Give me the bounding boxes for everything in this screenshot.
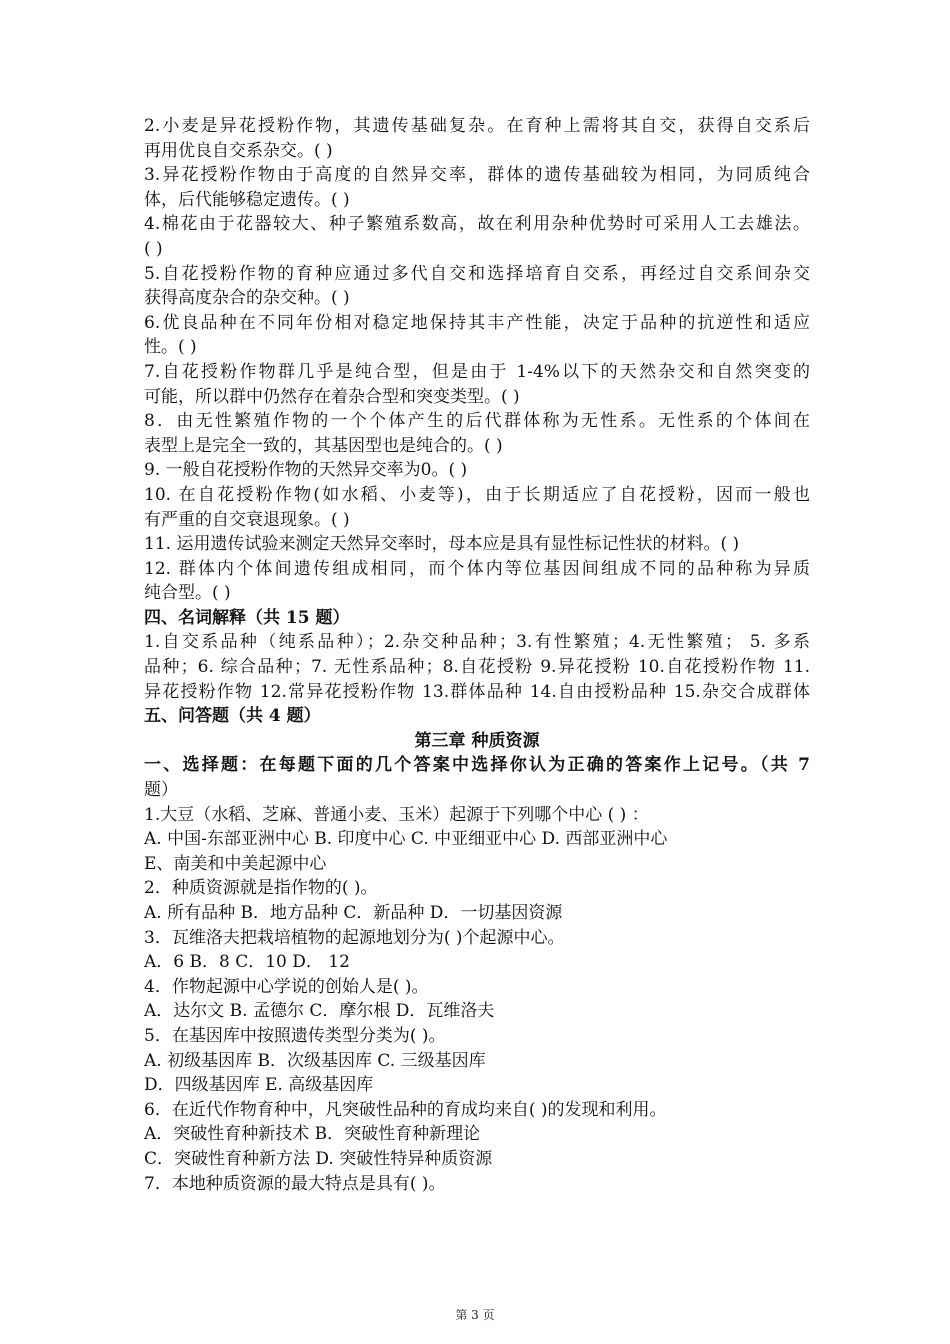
text-line: 1.大豆（水稻、芝麻、普通小麦、玉米）起源于下列哪个中心 ( ) ：	[144, 804, 649, 825]
text-line: 7.自花授粉作物群几乎是纯合型，但是由于 1-4%以下的天然杂交和自然突变的	[144, 361, 810, 382]
text-line: 性。( )	[144, 337, 197, 358]
text-line: 再用优良自交系杂交。( )	[144, 140, 333, 161]
text-line: 4.棉花由于花器较大、种子繁殖系数高，故在利用杂种优势时可采用人工去雄法。	[144, 214, 810, 235]
chapter-title: 第三章 种质资源	[414, 730, 540, 751]
text-line: 11. 运用遗传试验来测定天然异交率时，母本应是具有显性标记性状的材料。( )	[144, 534, 740, 555]
text-line: 5.自花授粉作物的育种应通过多代自交和选择培育自交系，再经过自交系间杂交	[144, 263, 810, 284]
text-line: 体，后代能够稳定遗传。( )	[144, 189, 350, 210]
text-line: 异花授粉作物 12.常异花授粉作物 13.群体品种 14.自由授粉品种 15.杂交合成群体	[144, 681, 810, 702]
text-line: A. 所有品种 B．地方品种 C．新品种 D．一切基因资源	[144, 903, 563, 923]
text-line: 表型上是完全一致的，其基因型也是纯合的。( )	[144, 435, 503, 456]
document-body	[144, 114, 810, 1196]
text-line: 有严重的自交衰退现象。( )	[144, 509, 350, 530]
section-heading: 四、名词解释（共 15 题）	[144, 607, 350, 628]
text-line: A．突破性育种新技术 B．突破性育种新理论	[144, 1124, 481, 1145]
text-line: 6．在近代作物育种中，凡突破性品种的育成均来自( )的发现和利用。	[144, 1099, 667, 1120]
text-line: A．6 B．8 C．10 D． 12	[144, 952, 350, 973]
text-line: 可能，所以群中仍然存在着杂合型和突变类型。( )	[144, 386, 520, 407]
text-line: C．突破性育种新方法 D. 突破性特异种质资源	[144, 1148, 493, 1169]
text-line: 品种；6. 综合品种；7. 无性系品种；8.自花授粉 9.异花授粉 10.自花授粉作物 11.	[144, 657, 810, 678]
text-line: 3．瓦维洛夫把栽培植物的起源地划分为( )个起源中心。	[144, 927, 565, 948]
text-line: 纯合型。( )	[144, 583, 231, 604]
section-heading: 五、问答题（共 4 题）	[144, 706, 321, 727]
text-line: D．四级基因库 E. 高级基因库	[144, 1075, 374, 1096]
text-line: 题）	[144, 780, 178, 801]
text-line: 8．由无性繁殖作物的一个个体产生的后代群体称为无性系。无性系的个体间在	[144, 411, 810, 432]
section-heading: 一、选择题：在每题下面的几个答案中选择你认为正确的答案作上记号。（共 7	[144, 755, 810, 776]
text-line: 10. 在自花授粉作物(如水稻、小麦等)，由于长期适应了自花授粉，因而一般也	[144, 484, 810, 505]
text-line: 6.优良品种在不同年份相对稳定地保持其丰产性能，决定于品种的抗逆性和适应	[144, 312, 810, 333]
text-line: 获得高度杂合的杂交种。( )	[144, 288, 350, 309]
text-line: A. 中国-东部亚洲中心 B. 印度中心 C. 中亚细亚中心 D. 西部亚洲中心	[144, 829, 668, 850]
text-line: A. 初级基因库 B．次级基因库 C. 三级基因库	[144, 1050, 486, 1071]
text-line: 5．在基因库中按照遗传类型分类为( )。	[144, 1025, 446, 1046]
text-line: 1.自交系品种（纯系品种）；2.杂交种品种；3.有性繁殖；4.无性繁殖； 5. 多系	[144, 632, 810, 653]
text-line: ( )	[144, 238, 163, 259]
text-line: E、南美和中美起源中心	[144, 853, 327, 874]
text-line: 4．作物起源中心学说的创始人是( )。	[144, 976, 429, 997]
text-line: A．达尔文 B. 孟德尔 C．摩尔根 D．瓦维洛夫	[144, 1001, 495, 1022]
text-line: 7．本地种质资源的最大特点是具有( )。	[144, 1173, 446, 1194]
text-line: 2.小麦是异花授粉作物，其遗传基础复杂。在育种上需将其自交，获得自交系后	[144, 116, 810, 136]
text-line: 2．种质资源就是指作物的( )。	[144, 878, 378, 899]
text-line: 3.异花授粉作物由于高度的自然异交率，群体的遗传基础较为相同，为同质纯合	[144, 165, 810, 186]
text-line: 9. 一般自花授粉作物的天然异交率为0。( )	[144, 460, 468, 481]
text-line: 12. 群体内个体间遗传组成相同，而个体内等位基因间组成不同的品种称为异质	[144, 558, 810, 579]
page-number: 第 3 页	[455, 1308, 495, 1322]
